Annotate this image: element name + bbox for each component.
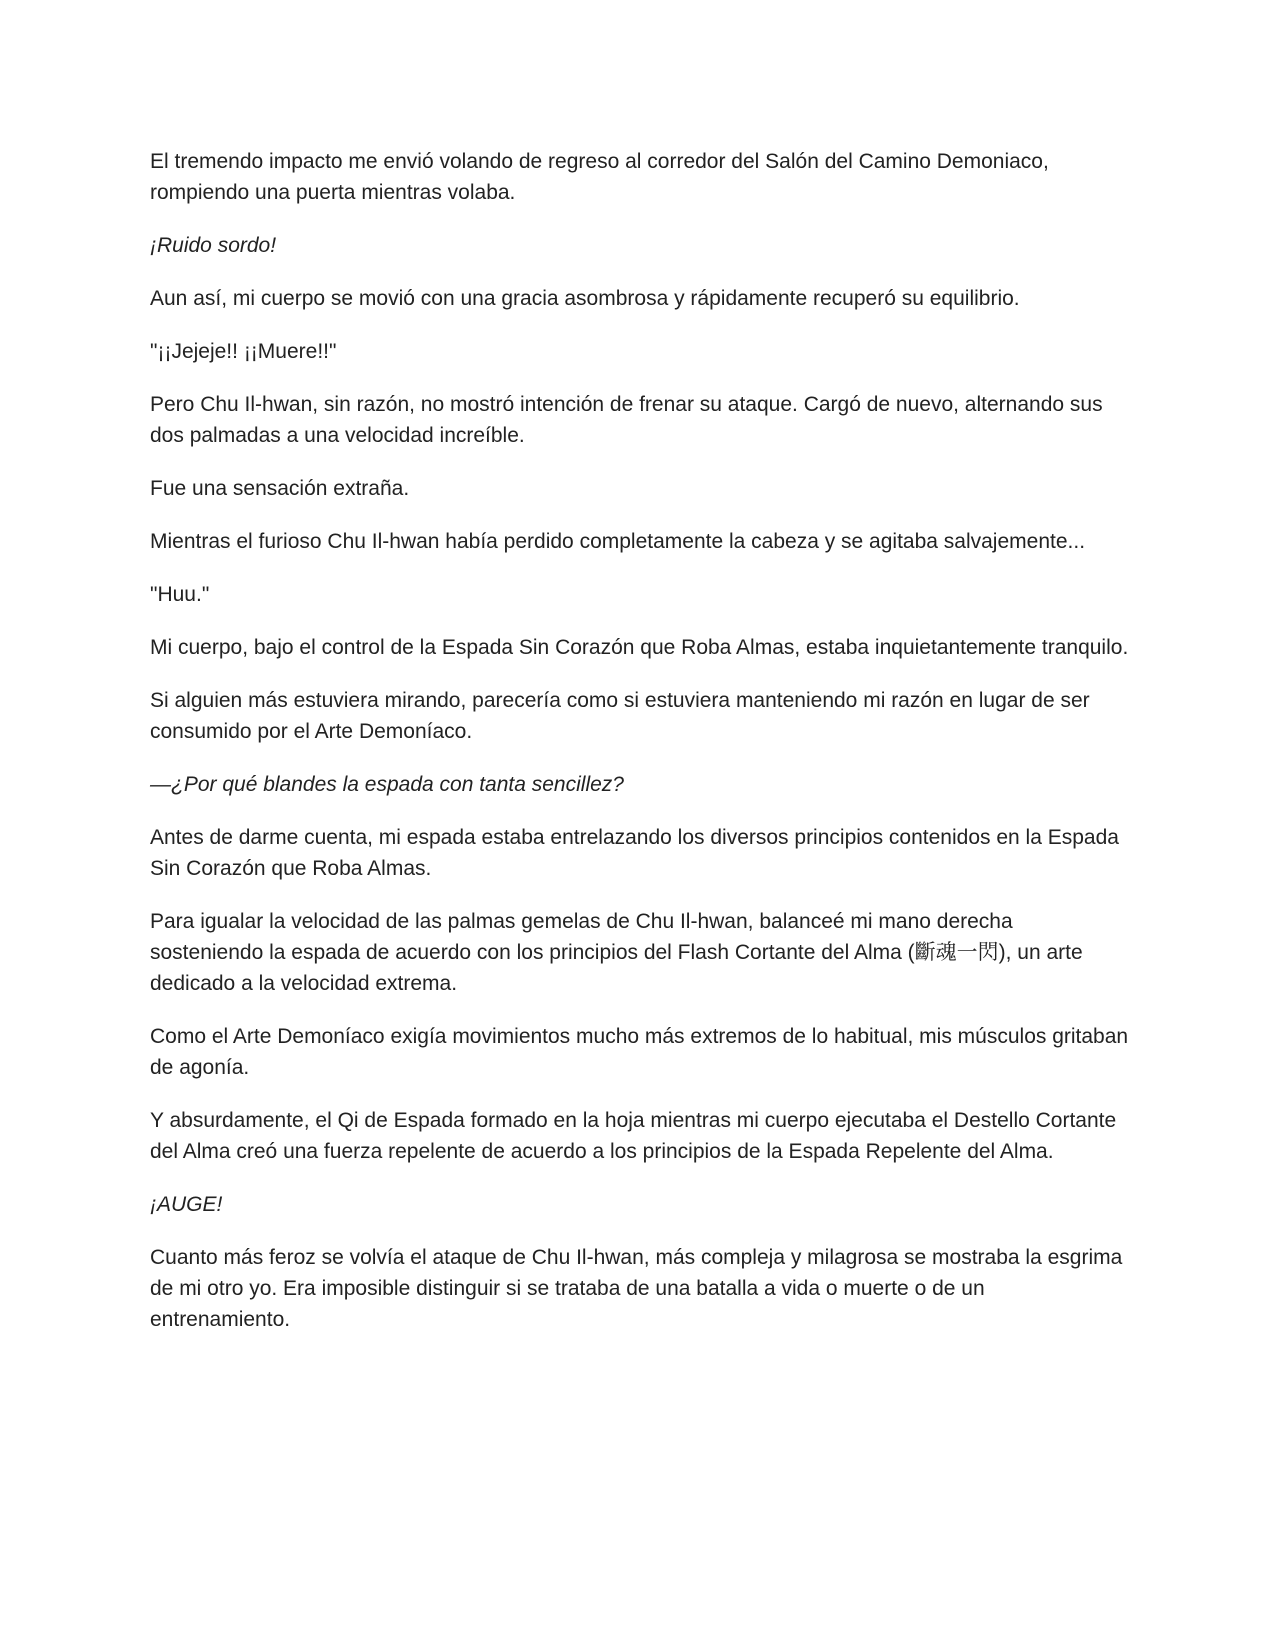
- paragraph: Aun así, mi cuerpo se movió con una gracia asombrosa y rápidamente recuperó su equilibrio.: [150, 287, 1020, 310]
- paragraph-inner-voice: —¿Por qué blandes la espada con tanta sencillez?: [150, 773, 624, 796]
- paragraph: Como el Arte Demoníaco exigía movimientos mucho más extremos de lo habitual, mis músculos gritaban de agonía.: [150, 1025, 1129, 1079]
- paragraph-sound-effect: ¡AUGE!: [150, 1193, 223, 1216]
- paragraph-dialogue: "Huu.": [150, 583, 210, 606]
- paragraph: Y absurdamente, el Qi de Espada formado en la hoja mientras mi cuerpo ejecutaba el Destello Cortante del Alma creó una fuerza repelente de acuerdo a los principios de la Espada Repelente del Alma.: [150, 1109, 1117, 1163]
- paragraph: Para igualar la velocidad de las palmas gemelas de Chu Il-hwan, balanceé mi mano derecha sosteniendo la espada de acuerdo con los principios del Flash Cortante del Alma (斷魂一閃), un arte dedicado a la velocidad extrema.: [150, 910, 1083, 995]
- paragraph: Pero Chu Il-hwan, sin razón, no mostró intención de frenar su ataque. Cargó de nuevo, alternando sus dos palmadas a una velocidad increíble.: [150, 393, 1103, 447]
- paragraph-dialogue: "¡¡Jejeje!! ¡¡Muere!!": [150, 340, 337, 363]
- paragraph: Fue una sensación extraña.: [150, 477, 410, 500]
- paragraph: Mientras el furioso Chu Il-hwan había perdido completamente la cabeza y se agitaba salvajemente...: [150, 530, 1086, 553]
- paragraph: Mi cuerpo, bajo el control de la Espada Sin Corazón que Roba Almas, estaba inquietantemente tranquilo.: [150, 636, 1129, 659]
- paragraph-sound-effect: ¡Ruido sordo!: [150, 234, 277, 257]
- paragraph: Cuanto más feroz se volvía el ataque de Chu Il-hwan, más compleja y milagrosa se mostraba la esgrima de mi otro yo. Era imposible distinguir si se trataba de una batalla a vida o muerte o de un entrenamiento.: [150, 1246, 1123, 1331]
- paragraph: El tremendo impacto me envió volando de regreso al corredor del Salón del Camino Demoniaco, rompiendo una puerta mientras volaba.: [150, 150, 1049, 204]
- document-body: [150, 146, 1130, 1335]
- paragraph: Si alguien más estuviera mirando, parecería como si estuviera manteniendo mi razón en lugar de ser consumido por el Arte Demoníaco.: [150, 689, 1090, 743]
- paragraph: Antes de darme cuenta, mi espada estaba entrelazando los diversos principios contenidos en la Espada Sin Corazón que Roba Almas.: [150, 826, 1119, 880]
